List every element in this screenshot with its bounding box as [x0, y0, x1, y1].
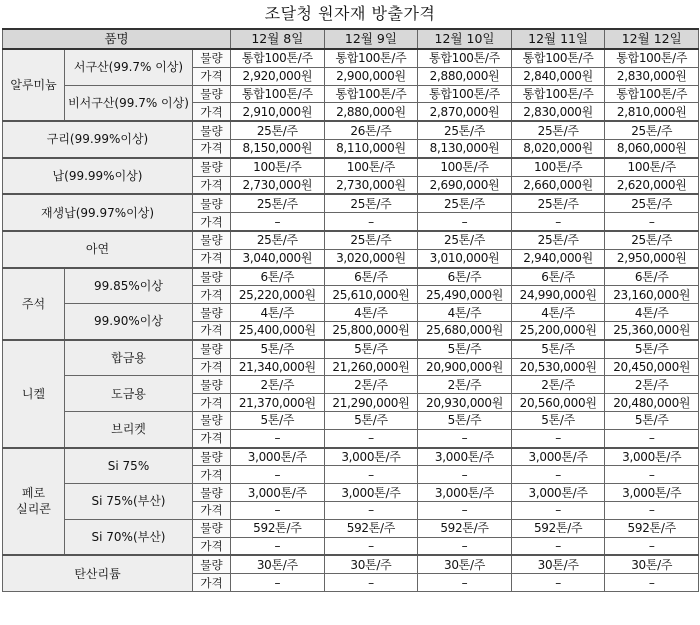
qty-label: 물량: [193, 121, 231, 139]
item-name: 아연: [3, 231, 193, 268]
qty-cell: 25톤/주: [605, 121, 699, 139]
table-row: [3, 158, 699, 176]
price-cell: 23,160,000원: [605, 286, 699, 304]
qty-cell: 6톤/주: [324, 268, 418, 286]
price-cell: –: [511, 537, 605, 555]
price-cell: –: [605, 213, 699, 231]
qty-cell: 2톤/주: [605, 376, 699, 394]
price-cell: 8,130,000원: [418, 139, 512, 157]
qty-cell: 25톤/주: [231, 194, 325, 212]
item-name: 탄산리튬: [3, 555, 193, 591]
price-cell: 8,110,000원: [324, 139, 418, 157]
price-cell: 2,940,000원: [511, 249, 605, 267]
qty-label: 물량: [193, 85, 231, 103]
sub-item-name: 99.85%이상: [65, 268, 193, 304]
price-cell: –: [605, 466, 699, 484]
header-row: [3, 29, 699, 49]
qty-cell: 30톤/주: [324, 555, 418, 573]
qty-cell: 30톤/주: [605, 555, 699, 573]
price-table: [2, 28, 699, 592]
group-name: 페로 실리콘: [3, 448, 65, 556]
sub-item-name: Si 75%: [65, 448, 193, 484]
table-row: [3, 121, 699, 139]
price-cell: 8,150,000원: [231, 139, 325, 157]
table-row: [3, 519, 699, 537]
qty-label: 물량: [193, 340, 231, 358]
price-cell: 2,950,000원: [605, 249, 699, 267]
price-cell: –: [418, 537, 512, 555]
qty-cell: 5톤/주: [418, 340, 512, 358]
price-cell: 2,840,000원: [511, 67, 605, 85]
qty-cell: 5톤/주: [324, 411, 418, 429]
qty-cell: 100톤/주: [511, 158, 605, 176]
price-cell: –: [324, 213, 418, 231]
price-label: 가격: [193, 139, 231, 157]
header-date: 12월 8일: [231, 29, 325, 49]
price-cell: 20,900,000원: [418, 358, 512, 376]
qty-cell: 통합100톤/주: [605, 49, 699, 67]
qty-cell: 25톤/주: [231, 231, 325, 249]
price-cell: 8,020,000원: [511, 139, 605, 157]
table-row: [3, 376, 699, 394]
price-cell: 2,810,000원: [605, 103, 699, 121]
qty-cell: 100톤/주: [231, 158, 325, 176]
qty-cell: 2톤/주: [231, 376, 325, 394]
price-cell: –: [418, 501, 512, 519]
price-cell: –: [605, 429, 699, 447]
qty-label: 물량: [193, 268, 231, 286]
price-cell: 2,660,000원: [511, 176, 605, 194]
qty-cell: 25톤/주: [605, 231, 699, 249]
price-cell: 2,620,000원: [605, 176, 699, 194]
price-cell: 25,200,000원: [511, 321, 605, 339]
table-row: [3, 411, 699, 429]
price-cell: –: [324, 574, 418, 592]
qty-label: 물량: [193, 448, 231, 466]
price-cell: –: [231, 574, 325, 592]
price-cell: 3,020,000원: [324, 249, 418, 267]
qty-cell: 2톤/주: [418, 376, 512, 394]
qty-cell: 592톤/주: [418, 519, 512, 537]
qty-cell: 3,000톤/주: [418, 448, 512, 466]
price-label: 가격: [193, 501, 231, 519]
price-cell: –: [605, 537, 699, 555]
qty-label: 물량: [193, 304, 231, 322]
price-cell: 2,900,000원: [324, 67, 418, 85]
header-date: 12월 10일: [418, 29, 512, 49]
price-label: 가격: [193, 103, 231, 121]
sub-item-name: Si 70%(부산): [65, 519, 193, 555]
qty-cell: 30톤/주: [511, 555, 605, 573]
qty-cell: 3,000톤/주: [231, 484, 325, 502]
price-cell: 2,920,000원: [231, 67, 325, 85]
price-cell: 2,690,000원: [418, 176, 512, 194]
qty-cell: 100톤/주: [418, 158, 512, 176]
qty-cell: 4톤/주: [418, 304, 512, 322]
price-label: 가격: [193, 67, 231, 85]
item-name: 구리(99.99%이상): [3, 121, 193, 158]
qty-cell: 3,000톤/주: [605, 448, 699, 466]
price-cell: –: [511, 501, 605, 519]
header-item: 품명: [3, 29, 231, 49]
sub-item-name: 브리켓: [65, 411, 193, 447]
qty-cell: 100톤/주: [324, 158, 418, 176]
qty-cell: 통합100톤/주: [231, 49, 325, 67]
qty-cell: 100톤/주: [605, 158, 699, 176]
table-row: [3, 555, 699, 573]
price-cell: 20,560,000원: [511, 394, 605, 412]
header-date: 12월 11일: [511, 29, 605, 49]
qty-cell: 3,000톤/주: [605, 484, 699, 502]
price-cell: 2,880,000원: [418, 67, 512, 85]
price-cell: –: [324, 466, 418, 484]
group-name: 알루미늄: [3, 49, 65, 121]
qty-cell: 4톤/주: [605, 304, 699, 322]
price-cell: –: [511, 574, 605, 592]
price-cell: –: [324, 537, 418, 555]
group-name: 주석: [3, 268, 65, 340]
price-cell: 20,530,000원: [511, 358, 605, 376]
qty-cell: 3,000톤/주: [511, 484, 605, 502]
price-cell: –: [231, 537, 325, 555]
qty-label: 물량: [193, 194, 231, 212]
qty-cell: 6톤/주: [511, 268, 605, 286]
price-cell: –: [511, 466, 605, 484]
qty-cell: 5톤/주: [511, 411, 605, 429]
qty-cell: 3,000톤/주: [418, 484, 512, 502]
table-row: [3, 49, 699, 67]
price-cell: 3,010,000원: [418, 249, 512, 267]
table-row: [3, 340, 699, 358]
price-label: 가격: [193, 574, 231, 592]
price-cell: –: [605, 501, 699, 519]
qty-cell: 25톤/주: [511, 121, 605, 139]
page-title: 조달청 원자재 방출가격: [264, 4, 436, 23]
qty-cell: 25톤/주: [418, 121, 512, 139]
price-label: 가격: [193, 394, 231, 412]
price-cell: –: [324, 501, 418, 519]
qty-label: 물량: [193, 411, 231, 429]
qty-cell: 3,000톤/주: [231, 448, 325, 466]
qty-cell: 592톤/주: [231, 519, 325, 537]
price-cell: –: [324, 429, 418, 447]
qty-cell: 4톤/주: [231, 304, 325, 322]
group-name: 니켈: [3, 340, 65, 448]
price-cell: 25,490,000원: [418, 286, 512, 304]
price-cell: –: [231, 466, 325, 484]
price-label: 가격: [193, 321, 231, 339]
price-cell: 2,830,000원: [605, 67, 699, 85]
price-cell: –: [231, 429, 325, 447]
qty-cell: 4톤/주: [511, 304, 605, 322]
qty-cell: 5톤/주: [418, 411, 512, 429]
qty-cell: 6톤/주: [418, 268, 512, 286]
qty-cell: 25톤/주: [605, 194, 699, 212]
price-cell: 25,680,000원: [418, 321, 512, 339]
table-row: [3, 484, 699, 502]
price-label: 가격: [193, 213, 231, 231]
qty-cell: 통합100톤/주: [324, 49, 418, 67]
price-cell: 20,930,000원: [418, 394, 512, 412]
table-row: [3, 194, 699, 212]
qty-cell: 통합100톤/주: [324, 85, 418, 103]
qty-cell: 통합100톤/주: [231, 85, 325, 103]
price-cell: 25,800,000원: [324, 321, 418, 339]
qty-cell: 5톤/주: [605, 411, 699, 429]
table-row: [3, 85, 699, 103]
qty-cell: 592톤/주: [324, 519, 418, 537]
qty-cell: 25톤/주: [511, 231, 605, 249]
qty-label: 물량: [193, 231, 231, 249]
price-cell: 20,480,000원: [605, 394, 699, 412]
price-label: 가격: [193, 537, 231, 555]
qty-label: 물량: [193, 376, 231, 394]
qty-cell: 3,000톤/주: [511, 448, 605, 466]
qty-cell: 5톤/주: [511, 340, 605, 358]
price-cell: 25,400,000원: [231, 321, 325, 339]
price-cell: –: [418, 574, 512, 592]
qty-cell: 592톤/주: [605, 519, 699, 537]
qty-cell: 25톤/주: [511, 194, 605, 212]
qty-cell: 6톤/주: [605, 268, 699, 286]
qty-cell: 25톤/주: [418, 231, 512, 249]
price-cell: –: [511, 429, 605, 447]
price-cell: 2,730,000원: [231, 176, 325, 194]
price-cell: 21,290,000원: [324, 394, 418, 412]
price-cell: 25,610,000원: [324, 286, 418, 304]
price-cell: 21,260,000원: [324, 358, 418, 376]
price-cell: –: [418, 429, 512, 447]
qty-cell: 5톤/주: [231, 411, 325, 429]
item-name: 납(99.99%이상): [3, 158, 193, 195]
price-cell: –: [418, 213, 512, 231]
qty-cell: 25톤/주: [418, 194, 512, 212]
qty-cell: 통합100톤/주: [511, 85, 605, 103]
price-label: 가격: [193, 176, 231, 194]
price-label: 가격: [193, 466, 231, 484]
qty-cell: 2톤/주: [324, 376, 418, 394]
price-label: 가격: [193, 358, 231, 376]
sub-item-name: Si 75%(부산): [65, 484, 193, 520]
price-cell: –: [231, 213, 325, 231]
price-label: 가격: [193, 286, 231, 304]
price-cell: –: [511, 213, 605, 231]
qty-cell: 5톤/주: [324, 340, 418, 358]
price-label: 가격: [193, 429, 231, 447]
price-cell: 21,340,000원: [231, 358, 325, 376]
price-cell: 3,040,000원: [231, 249, 325, 267]
qty-cell: 3,000톤/주: [324, 448, 418, 466]
qty-cell: 30톤/주: [231, 555, 325, 573]
header-date: 12월 9일: [324, 29, 418, 49]
qty-cell: 통합100톤/주: [418, 85, 512, 103]
price-cell: 2,730,000원: [324, 176, 418, 194]
price-cell: 21,370,000원: [231, 394, 325, 412]
qty-cell: 30톤/주: [418, 555, 512, 573]
price-cell: 25,220,000원: [231, 286, 325, 304]
price-cell: 25,360,000원: [605, 321, 699, 339]
qty-cell: 5톤/주: [231, 340, 325, 358]
price-cell: –: [418, 466, 512, 484]
table-row: [3, 304, 699, 322]
qty-cell: 25톤/주: [324, 231, 418, 249]
price-cell: 2,880,000원: [324, 103, 418, 121]
qty-cell: 26톤/주: [324, 121, 418, 139]
table-body: [3, 49, 699, 591]
sub-item-name: 99.90%이상: [65, 304, 193, 340]
qty-cell: 3,000톤/주: [324, 484, 418, 502]
qty-cell: 5톤/주: [605, 340, 699, 358]
table-row: [3, 268, 699, 286]
price-cell: –: [605, 574, 699, 592]
qty-cell: 592톤/주: [511, 519, 605, 537]
price-cell: 2,870,000원: [418, 103, 512, 121]
qty-cell: 4톤/주: [324, 304, 418, 322]
sub-item-name: 도금용: [65, 376, 193, 412]
price-cell: –: [231, 501, 325, 519]
qty-cell: 25톤/주: [231, 121, 325, 139]
qty-label: 물량: [193, 555, 231, 573]
price-cell: 2,910,000원: [231, 103, 325, 121]
header-date: 12월 12일: [605, 29, 699, 49]
qty-cell: 통합100톤/주: [605, 85, 699, 103]
sub-item-name: 서구산(99.7% 이상): [65, 49, 193, 85]
qty-cell: 2톤/주: [511, 376, 605, 394]
qty-cell: 통합100톤/주: [511, 49, 605, 67]
qty-label: 물량: [193, 158, 231, 176]
sub-item-name: 합금용: [65, 340, 193, 376]
qty-cell: 통합100톤/주: [418, 49, 512, 67]
price-cell: 24,990,000원: [511, 286, 605, 304]
price-cell: 8,060,000원: [605, 139, 699, 157]
price-cell: 2,830,000원: [511, 103, 605, 121]
price-cell: 20,450,000원: [605, 358, 699, 376]
table-row: [3, 231, 699, 249]
qty-cell: 25톤/주: [324, 194, 418, 212]
sub-item-name: 비서구산(99.7% 이상): [65, 85, 193, 121]
price-label: 가격: [193, 249, 231, 267]
item-name: 재생납(99.97%이상): [3, 194, 193, 231]
qty-label: 물량: [193, 519, 231, 537]
qty-label: 물량: [193, 49, 231, 67]
table-row: [3, 448, 699, 466]
qty-label: 물량: [193, 484, 231, 502]
qty-cell: 6톤/주: [231, 268, 325, 286]
